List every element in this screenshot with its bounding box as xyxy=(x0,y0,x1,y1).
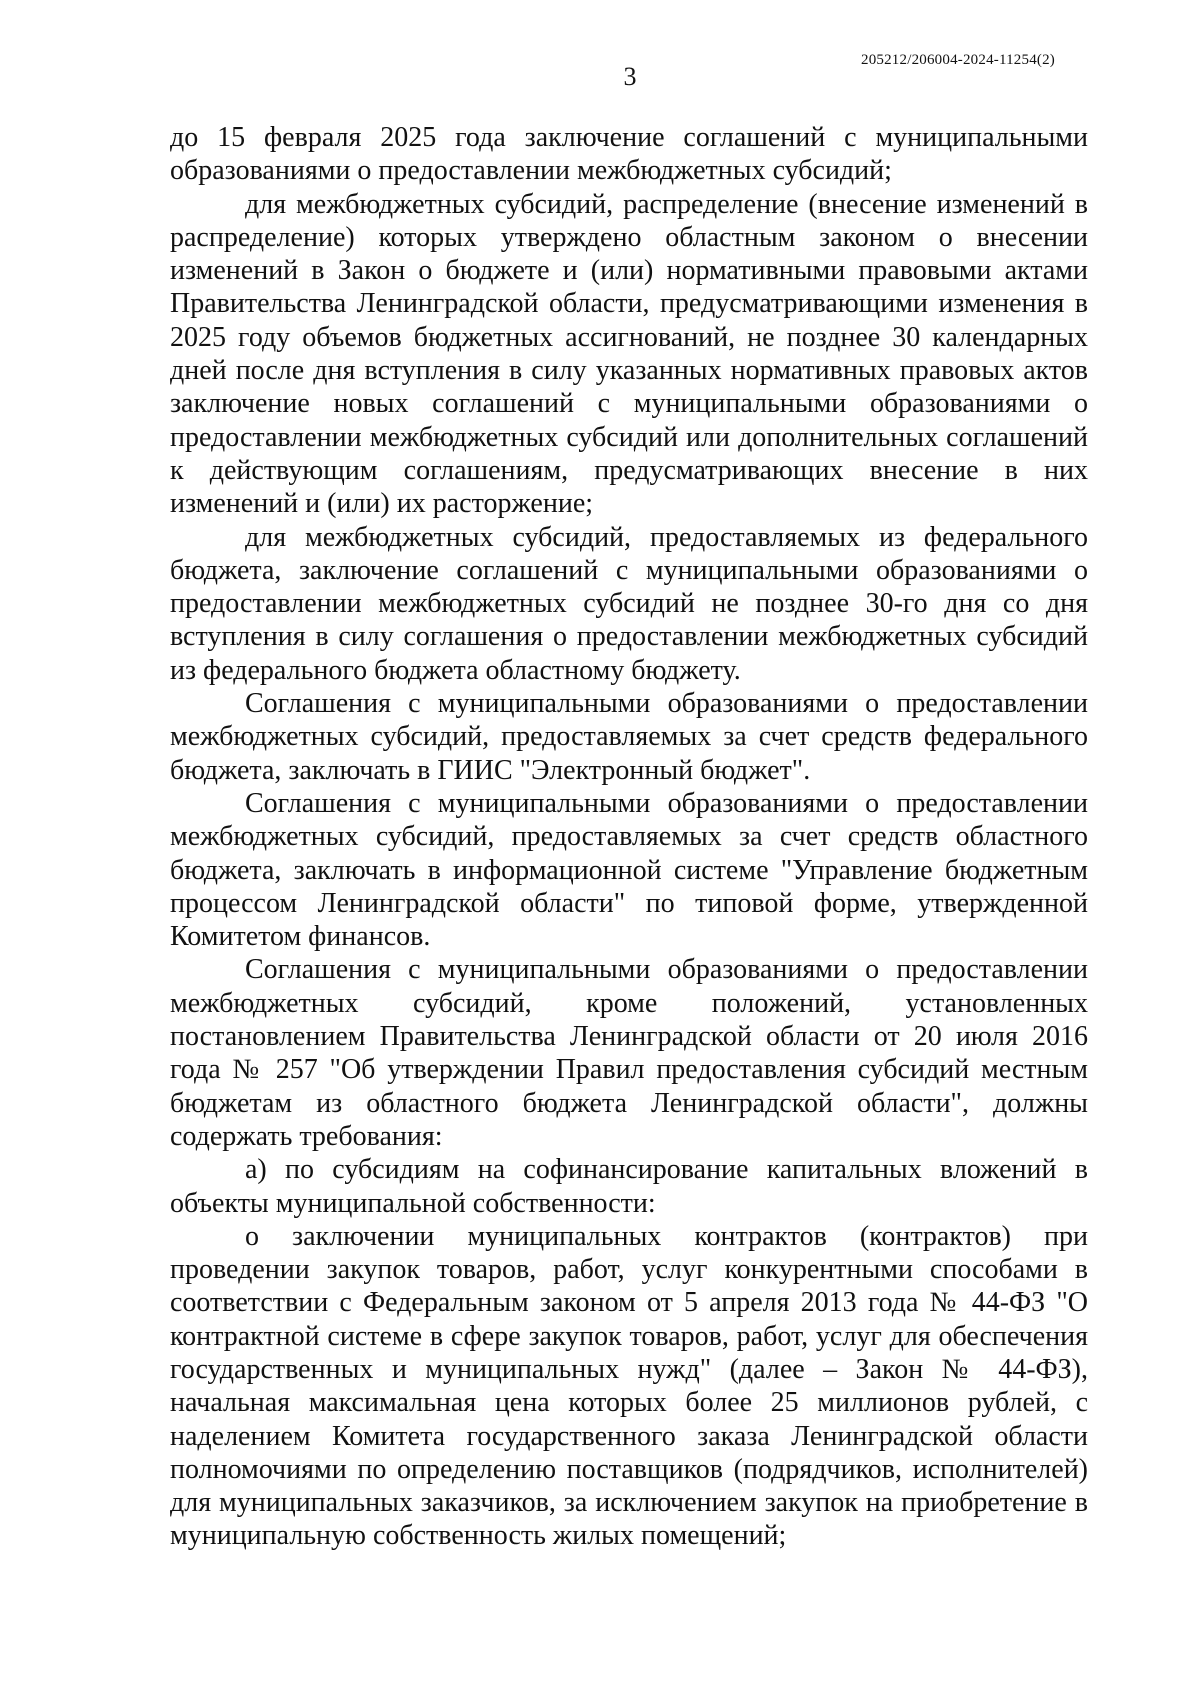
paragraph: а) по субсидиям на софинансирование капитальных вложений в объекты муниципальной собственности: xyxy=(170,1154,1088,1219)
document-body xyxy=(170,121,1088,1553)
paragraph: для межбюджетных субсидий, предоставляемых из федерального бюджета, заключение соглашений с муниципальными образованиями о предоставлении межбюджетных субсидий не позднее 30-го дня со дня вступления в силу соглашения о предоставлении межбюджетных субсидий из федерального бюджета областному бюджету. xyxy=(170,521,1088,686)
paragraph: до 15 февраля 2025 года заключение соглашений с муниципальными образованиями о предоставлении межбюджетных субсидий; xyxy=(170,122,1088,187)
paragraph: для межбюджетных субсидий, распределение (внесение изменений в распределение) которых утверждено областным законом о внесении изменений в Закон о бюджете и (или) нормативными правовыми актами Правительства Ленинградской области, предусматривающими изменения в 2025 году объемов бюджетных ассигнований, не позднее 30 календарных дней после дня вступления в силу указанных нормативных правовых актов заключение новых соглашений с муниципальными образованиями о предоставлении межбюджетных субсидий или дополнительных соглашений к действующим соглашениям, предусматривающих внесение в них изменений и (или) их расторжение; xyxy=(170,188,1088,520)
paragraph: Соглашения с муниципальными образованиями о предоставлении межбюджетных субсидий, кроме положений, установленных постановлением Правительства Ленинградской области от 20 июля 2016 года № 257 "Об утверждении Правил предоставления субсидий местным бюджетам из областного бюджета Ленинградской области", должны содержать требования: xyxy=(170,954,1088,1152)
paragraph: Соглашения с муниципальными образованиями о предоставлении межбюджетных субсидий, предоставляемых за счет средств областного бюджета, заключать в информационной системе "Управление бюджетным процессом Ленинградской области" по типовой форме, утвержденной Комитетом финансов. xyxy=(170,787,1088,953)
paragraph: Соглашения с муниципальными образованиями о предоставлении межбюджетных субсидий, предоставляемых за счет средств федерального бюджета, заключать в ГИИС "Электронный бюджет". xyxy=(170,688,1088,786)
paragraph: о заключении муниципальных контрактов (контрактов) при проведении закупок товаров, работ, услуг конкурентными способами в соответствии с Федеральным законом от 5 апреля 2013 года № 44-ФЗ "О контрактной системе в сфере закупок товаров, работ, услуг для обеспечения государственных и муниципальных нужд" (далее – Закон № 44-ФЗ), начальная максимальная цена которых более 25 миллионов рублей, с наделением Комитета государственного заказа Ленинградской области полномочиями по определению поставщиков (подрядчиков, исполнителей) для муниципальных заказчиков, за исключением закупок на приобретение в муниципальную собственность жилых помещений; xyxy=(170,1220,1088,1552)
page-number: 3 xyxy=(623,62,637,91)
document-id: 205212/206004-2024-11254(2) xyxy=(861,52,1055,68)
